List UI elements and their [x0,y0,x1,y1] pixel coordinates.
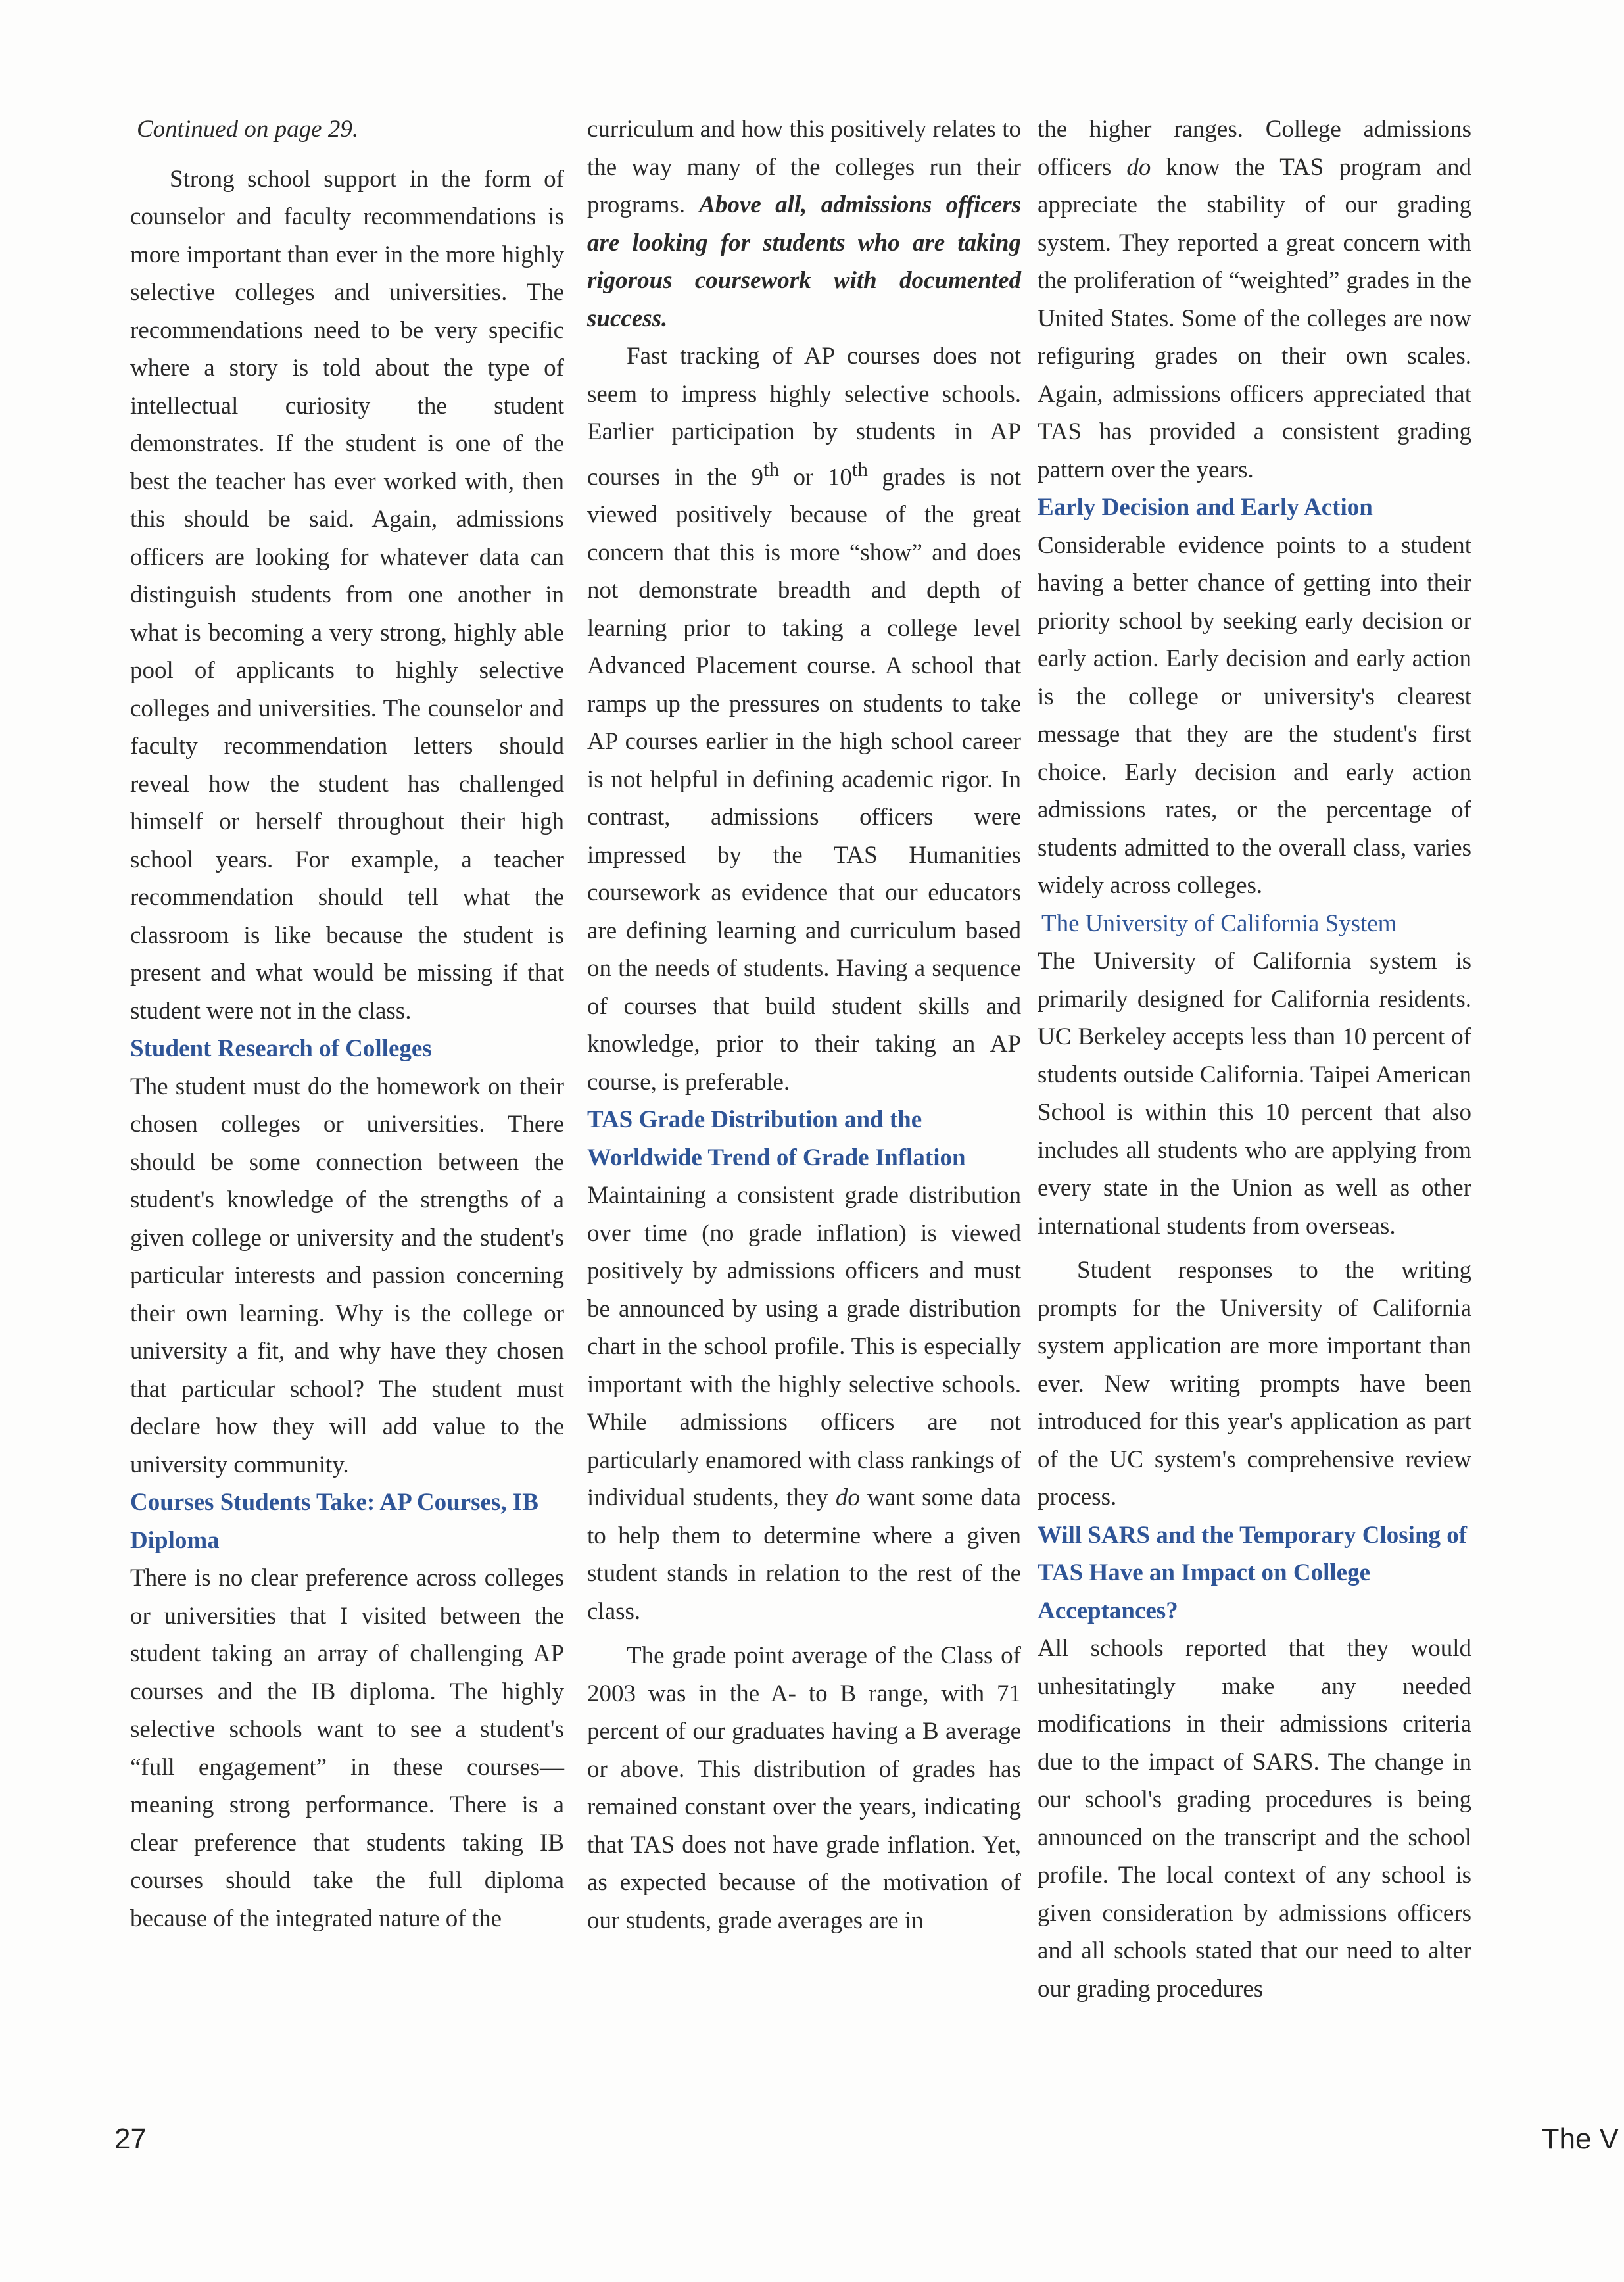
grade-distribution-text-b: want some data to help them to determine where a given student stands in relation to the rest of the class. [587,1484,1022,1625]
continued-note: Continued on page 29. [137,116,359,143]
heading-early-decision: Early Decision and Early Action [1038,494,1373,521]
higher-ranges-text-b: know the TAS program and appreciate the stability of our grading system. They reported a great concern with the proliferation of “weighted” grades in the United States. Some of the colleges are now refiguring grades on their own scales. Again, admissions officers appreciated that TAS has provided a consistent grading pattern over the years. [1038,153,1472,483]
fast-tracking-text-b: or 10 [779,463,852,491]
running-footer: The V [1541,2123,1619,2155]
paragraph-recommendations: Strong school support in the form of counselor and faculty recommendations is more important than ever in the more highly selective colleges and universities. The recommendations need to be very specific where a story is told about the type of intellectual curiosity the student demonstrates. If the student is one of the best the teacher has ever worked with, then this should be said. Again, admissions officers are looking for whatever data can distinguish students from one another in what is becoming a very strong, highly able pool of applicants to highly selective colleges and universities. The counselor and faculty recommendation letters should reveal how the student has challenged himself or herself throughout their high school years. For example, a teacher recommendation should tell what the classroom is like because the student is present and what would be missing if that student were not in the class. [130,165,564,1025]
paragraph-fast-tracking [587,337,1021,1101]
paragraph-curriculum [587,110,1021,337]
emphasis-rigorous-coursework: Above all, admissions officers are looking for students who are taking rigorous coursework with documented success. [587,191,1022,332]
article-column-3 [1038,110,1471,2008]
paragraph-writing-prompts: Student responses to the writing prompts for the University of California system application are more important than ever. New writing prompts have been introduced for this year's application as part of the UC system's comprehensive review process. [1038,1257,1471,1511]
heading-student-research: Student Research of Colleges [130,1035,432,1062]
paragraph-student-research: The student must do the homework on their chosen colleges or universities. There should be some connection between the student's knowledge of the strengths of a given college or university and the student's particular interests and passion concerning their own learning. Why is the college or university a fit, and why have they chosen that particular school? The student must declare how they will add value to the university community. [130,1073,564,1478]
superscript-th-2: th [851,458,868,481]
heading-grade-distribution: TAS Grade Distribution and the Worldwide Trend of Grade Inflation [587,1106,966,1171]
higher-ranges-text-a: the higher ranges. College admissions officers [1038,116,1471,181]
heading-university-of-california: The University of California System [1041,910,1397,937]
paragraph-uc-system: The University of California system is primarily designed for California residents. UC Berkeley accepts less than 10 percent of students outside California. Taipei American School is within this 10 percent that also includes all students who are applying from every state in the Union as well as other international students from overseas. [1038,948,1471,1240]
grade-distribution-text-a: Maintaining a consistent grade distribution over time (no grade inflation) is viewed positively by admissions officers and must be announced by using a grade distribution chart in the school profile. This is especially important with the highly selective schools. While admissions officers are not particularly enamored with class rankings of individual students, they [587,1182,1021,1512]
emphasis-do-2: do [1126,153,1151,181]
article-column-1 [130,110,564,1937]
heading-sars-impact: Will SARS and the Temporary Closing of TAS Have an Impact on College Acceptances? [1038,1521,1468,1624]
curriculum-text: curriculum and how this positively relates to the way many of the colleges run their programs. [587,116,1021,218]
paragraph-grade-distribution [587,1177,1021,1630]
paragraph-ap-ib: There is no clear preference across colleges or universities that I visited between the student taking an array of challenging AP courses and the IB diploma. The highly selective schools want to see a student's “full engagement” in these courses—meaning strong performance. There is a clear preference that students taking IB courses should take the full diploma because of the integrated nature of the [130,1565,564,1932]
heading-courses-students-take: Courses Students Take: AP Courses, IB Diploma [130,1489,538,1554]
paragraph-gpa-class-2003: The grade point average of the Class of 2003 was in the A- to B range, with 71 percent of our graduates having a B average or above. This distribution of grades has remained constant over the years, indicating that TAS does not have grade inflation. Yet, as expected because of the motivation of our students, grade averages are in [587,1642,1021,1934]
superscript-th-1: th [763,458,780,481]
emphasis-do: do [835,1484,860,1512]
article-column-2 [587,110,1021,1939]
paragraph-higher-ranges [1038,110,1471,489]
paragraph-sars-impact: All schools reported that they would unhesitatingly make any needed modifications in their admissions criteria due to the impact of SARS. The change in our school's grading procedures is being announced on the transcript and the school profile. The local context of any school is given consideration by admissions officers and all schools stated that our need to alter our grading procedures [1038,1635,1471,2003]
fast-tracking-text-c: grades is not viewed positively because of the great concern that this is more “show” and does not demonstrate breadth and depth of learning prior to taking a college level Advanced Placement course. A school that ramps up the pressures on students to take AP courses earlier in the high school career is not helpful in defining academic rigor. In contrast, admissions officers were impressed by the TAS Humanities coursework as evidence that our educators are defining learning and curriculum based on the needs of students. Having a sequence of courses that build student skills and knowledge, prior to their taking an AP course, is preferable. [587,463,1021,1096]
fast-tracking-text-a: Fast tracking of AP courses does not seem to impress highly selective schools. Earlier participation by students in AP courses in the 9 [587,343,1021,491]
page-number: 27 [114,2123,147,2155]
paragraph-early-decision: Considerable evidence points to a student having a better chance of getting into their priority school by seeking early decision or early action. Early decision and early action is the college or university's clearest message that they are the student's first choice. Early decision and early action admissions rates, or the percentage of students admitted to the overall class, varies widely across colleges. [1038,531,1471,899]
